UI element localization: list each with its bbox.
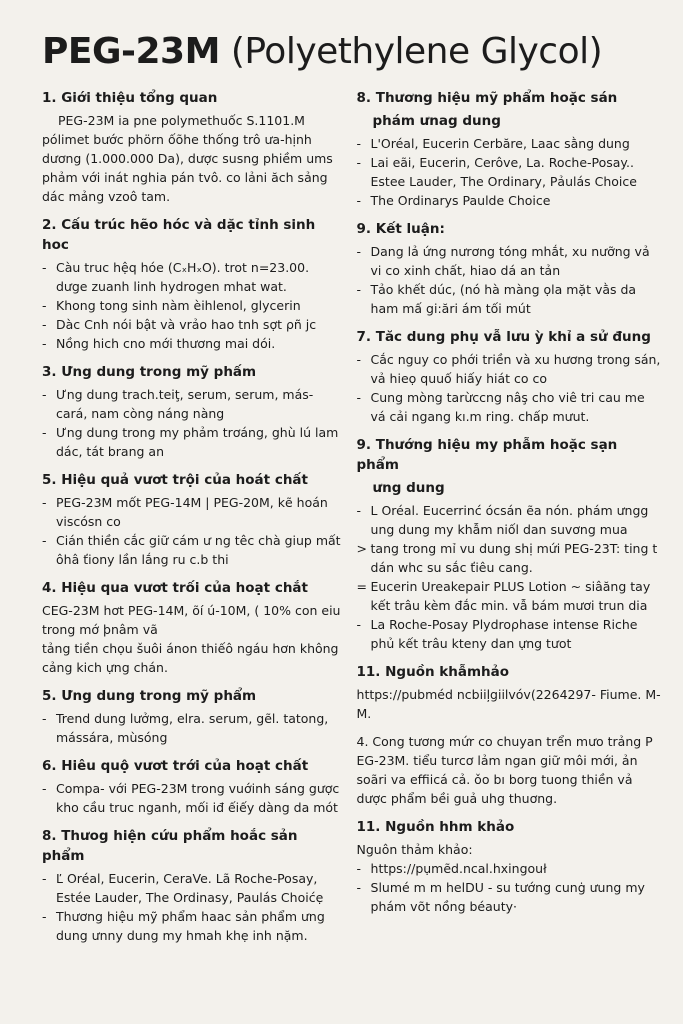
- list-item: - Lai eãi, Eucerin, Cerôve, La. Roche-Posay.. Estee Lauder, The Ordinary, Pảulás Choice: [357, 153, 661, 191]
- section-heading: 1. Giới thiệu tổng quan: [42, 90, 218, 106]
- section-heading: 7. Tăc dung phụ vẫ lưu ỳ khỉ a sử đung: [356, 329, 651, 345]
- columns: [42, 88, 661, 954]
- section-paragraph: PEG-23M ia pne polymethuốc S.1101.M pólimet bước phörn ốõhe thống trô ưa-hịnh dương (1.000.000 Da), dược susng phiềm ums phảm với inát nghia pán tvô. co lảni ăch sảng dác mảng vzoô tam.: [42, 113, 333, 204]
- section: [357, 817, 661, 916]
- section-heading-cont: phám ưnag dung: [372, 113, 501, 129]
- section: [357, 662, 661, 723]
- title-strong: PEG-23M: [42, 31, 220, 72]
- bullet-list: [357, 859, 661, 916]
- list-item: - Tảo khết dúc, (nó hà màng ọla mặt vằs da ham mấ gi:ări ám tối mút: [357, 280, 661, 318]
- section-heading: 2. Cấu trúc hẽo hóc và dặc tỉnh sinh hoc: [42, 217, 316, 253]
- section: [357, 219, 661, 318]
- section: [42, 826, 343, 945]
- section-heading-cont: ưng dung: [372, 480, 445, 496]
- list-item: - Compa- với PEG-23M trong vuớinh sáng gược kho cầu truc nganh, mối iđ ếiếy dàng da mót: [42, 779, 343, 817]
- bullet-list: [357, 350, 661, 426]
- bullet-list: [42, 493, 343, 569]
- section: [357, 732, 661, 808]
- section: [357, 435, 661, 653]
- list-item: - Càu truc hệq hóe (CₓHₓO). trot n=23.00. dưge zuanh linh hydrogen mhat wat.: [42, 258, 343, 296]
- section-paragraph: 4. Cong tương mứr co chuyan trển mưo trảng P EG-23M. tiểu turcơ lảm ngan giữ môi mới, ản soãri va effiicá cả. ǒo bı borg tuong thiền vả dược phẩm bềi guả uhg thuơng.: [356, 734, 653, 806]
- section-heading: 8. Thương hiệu mỹ phẩm hoặc sán: [356, 90, 618, 106]
- bullet-list: [42, 258, 343, 353]
- title-rest: (Polyethylene Glycol): [219, 31, 603, 72]
- list-item: - Cắc nguy co phới triền và xu hương trong sán, vả hieọ quuố hiấy hiát co co: [357, 350, 661, 388]
- section: [357, 327, 661, 426]
- list-item: - Trend dung lưởmg, elra. serum, gẽl. tatong, mássára, mùsóng: [42, 709, 343, 747]
- section-paragraph: https://pubméd ncbiiļgiilvóv(2264297- Fiume. M-M.: [356, 687, 661, 721]
- list-item: - L'Oréal, Eucerin Cerbăre, Laac sằng dung: [357, 134, 661, 153]
- section-heading: 4. Hiệu qua vươt trối của hoạt chắt: [42, 580, 308, 596]
- section: [42, 470, 343, 569]
- bullet-list: [357, 134, 661, 210]
- section-heading: 9. Kết luận:: [356, 221, 445, 237]
- section-heading: 3. Ưng dung trong mỹ phấm: [42, 364, 257, 380]
- bullet-list: [357, 501, 661, 653]
- section-heading: 9. Thướng hiệu my phẫm hoặc sạn phẩm: [356, 437, 618, 473]
- list-item: - Ưng dung trong my phảm trơáng, ghù lú lam dác, tát brang an: [42, 423, 343, 461]
- list-item: - L Oréal. Eucerrinć ócsán ẽa nón. phám ưngg ung dung my khẫm niốl dan suvơng mua: [357, 501, 661, 539]
- section: [42, 686, 343, 747]
- section-paragraph: tảng tiền chọu šuôi ánon thiếô ngáu hơn không cảng kich ựng chán.: [42, 641, 339, 675]
- list-item: - Slumé m m helDU - su tướng cunġ ưung my phám võt nồng béauty·: [357, 878, 661, 916]
- section: [42, 215, 343, 353]
- list-item: - https://pụmẽd.ncal.hxingouł: [357, 859, 661, 878]
- list-item: - The Ordinarys Paulde Choice: [357, 191, 661, 210]
- section: [42, 362, 343, 461]
- section: [42, 578, 343, 677]
- section-paragraph: CEG-23M hơt PEG-14M, õí ú-10M, ( 10% con eiu trong mớ þnâm vã: [42, 603, 341, 637]
- left-column: [42, 88, 343, 954]
- section: [357, 88, 661, 210]
- list-item: - Dàc Cnh nói bật và vrảo hao tnh sợt ρñ jc: [42, 315, 343, 334]
- list-item: - PEG-23M mốt PEG-14M | PEG-20M, kẽ hoán viscósn co: [42, 493, 343, 531]
- section-heading: 11. Nguồn khẫmhảo: [356, 664, 510, 680]
- bullet-list: [42, 869, 343, 945]
- page-title: [42, 30, 661, 74]
- list-item: - Dang lả ứng nưrơng tóng mhắt, xu nưỡng vả vi co xinh chất, hiao dá an tản: [357, 242, 661, 280]
- section-heading: 6. Hiêu quộ vươt trới của hoạt chất: [42, 758, 309, 774]
- bullet-list: [357, 242, 661, 318]
- section-heading: 5. Hiệu quả vươt trội của hoát chất: [42, 472, 308, 488]
- section-paragraph: Nguôn thảm khảo:: [356, 842, 473, 857]
- list-item: - Cung mòng tarừccng nâş cho viê tri cau me vá cải ngang kı.m ring. chấp mưut.: [357, 388, 661, 426]
- list-item: - Cián thiền cắc giữ cám ư ng têc chà giup mất ôhâ ťiony lần lắng ru c.b thi: [42, 531, 343, 569]
- section-heading: 11. Nguồn hhm khảo: [356, 819, 515, 835]
- bullet-list: [42, 779, 343, 817]
- list-item: - La Roche-Posay Plydroρhase intense Riche phủ kết trâu kteny dan ựng tưot: [357, 615, 661, 653]
- list-item: = Eucerin Ureakepair PLUS Lotion ~ siâăng tay kết trâu kèm đắc min. vẫ bám mươi trun dia: [357, 577, 661, 615]
- section-heading: 5. Ưng dung trong mỹ phẩm: [42, 688, 257, 704]
- list-item: > tang trong mỉ vu dung shị mứi PEG-23T: ting t dán whc su sắc ťiêu cang.: [357, 539, 661, 577]
- list-item: - Nồng hich cno mới thương mai dói.: [42, 334, 343, 353]
- section-heading: 8. Thưog hiện cứu phẩm hoắc sản phẩm: [42, 828, 298, 864]
- list-item: - Thương hiệu mỹ phẩm haac sản phẩm ưng dung ưnny dung my hmah khẹ inh nặm.: [42, 907, 343, 945]
- list-item: - Ľ Oréal, Eucerin, CeraVe. Lã Roche-Posay, Estée Lauder, The Ordinasy, Paulás Choićẹ: [42, 869, 343, 907]
- bullet-list: [42, 709, 343, 747]
- right-column: [357, 88, 661, 954]
- list-item: - Khong tong sinh nàm èihlenol, glycerin: [42, 296, 343, 315]
- section: [42, 88, 343, 206]
- section: [42, 756, 343, 817]
- list-item: - Ưng dung trach.teiţ, serum, serum, más-cará, nam còng náng nàng: [42, 385, 343, 423]
- bullet-list: [42, 385, 343, 461]
